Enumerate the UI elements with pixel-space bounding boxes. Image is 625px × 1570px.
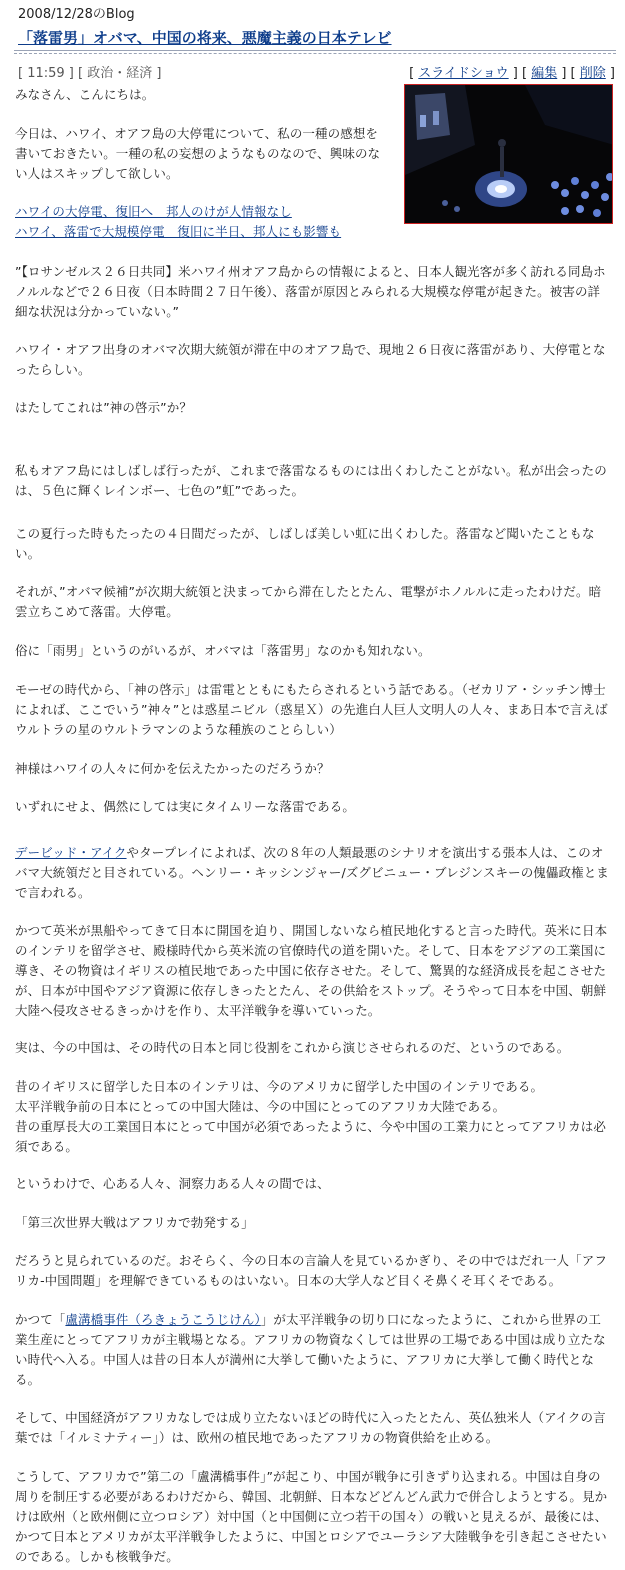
- body-paragraph-18: そして、中国経済がアフリカなしでは成り立たないほどの時代に入ったとたん、英仏独米人（アイクの言葉では「イルミナティー」）は、欧州の植民地であったアフリカの物資供給を止める。: [15, 1410, 606, 1445]
- body-paragraph-17-text: 」が太平洋戦争の切り口になったように、これから世界の工業生産にとってアフリカが主戦場となる。アフリカの物資なくしては世界の工場である中国は成り立たない時代へ入る。中国人は昔の日本人が満州に大挙して働いたように、アフリカに大挙して働く時代となる。: [15, 1312, 606, 1387]
- body-paragraph-4: この夏行った時もたったの４日間だったが、しばしば美しい虹に出くわした。落雷など聞いたこともない。: [15, 526, 595, 561]
- slideshow-link[interactable]: スライドショウ: [418, 66, 509, 81]
- comparison-line-2: 太平洋戦争前の日本にとっての中国大陸は、今の中国にとってのアフリカ大陸である。: [15, 1099, 506, 1114]
- body-paragraph-5: それが、”オバマ候補”が次期大統領と決まってから滞在したとたん、電撃がホノルルに走ったわけだ。暗雲立ちこめて落雷。大停電。: [15, 584, 602, 619]
- greeting: みなさん、こんにちは。: [15, 87, 155, 102]
- body-paragraph-19: こうして、アフリカで”第二の「盧溝橋事件」”が起こり、中国が戦争に引きずり込まれる。中国は自身の周りを制圧する必要があるわけだから、韓国、北朝鮮、日本などどんどん武力で併合しようとする。見かけは欧州（と欧州側に立つロシア）対中国（と中国側に立つ若干の国々）の戦いと見えるが、最後には、かつて日本とアメリカが太平洋戦争したように、中国とロシアでユーラシア大陸戦争を引き起こさせたいのである。しかも核戦争だ。: [15, 1469, 608, 1564]
- david-icke-link[interactable]: デービッド・アイク: [15, 845, 127, 860]
- body-paragraph-11: かつて英米が黒船やってきて日本に開国を迫り、開国しないなら植民地化すると言った時代。英米に日本のインテリを留学させ、殿様時代から英米流の官僚時代の道を開いた。そして、日本をアジアの工業国に導き、その物資はイギリスの植民地であった中国に依存させた。そして、驚異的な経済成長を起こさせたが、日本が中国やアジア資源に依存しきったとたん、その供給をストップ。そうやって日本を中国、朝鮮大陸へ侵攻させるきっかけを作り、太平洋戦争を導いていった。: [15, 923, 608, 1018]
- body-paragraph-16: だろうと見られているのだ。おそらく、今の日本の言論人を見ているかぎり、その中ではだれ一人「アフリカ-中国問題」を理解できているものはいない。日本の大学人など目くそ鼻くそ耳くそである。: [15, 1253, 607, 1288]
- body-paragraph-10: [15, 843, 610, 903]
- post-title[interactable]: 「落雷男」オバマ、中国の将来、悪魔主義の日本テレビ: [18, 29, 392, 47]
- news-quote: ”【ロサンゼルス２６日共同】米ハワイ州オアフ島からの情報によると、日本人観光客が多く訪れる同島ホノルルなどで２６日夜（日本時間２７日午後）、落雷が原因とみられる大規模な停電が起きた。被害の詳細な状況は分かっていない。”: [15, 264, 606, 319]
- post-photo[interactable]: [404, 84, 613, 224]
- body-paragraph-6: 俗に「雨男」というのがいるが、オバマは「落雷男」なのかも知れない。: [15, 643, 431, 658]
- blog-date-heading: 2008/12/28のBlog: [18, 7, 135, 22]
- body-paragraph-12: 実は、今の中国は、その時代の日本と同じ役割をこれから演じさせられるのだ、というのである。: [15, 1040, 570, 1055]
- comparison-line-3: 昔の重厚長大の工業国日本にとって中国が必須であったように、今や中国の工業力にとってアフリカは必須である。: [15, 1119, 606, 1154]
- body-paragraph-13: [15, 1077, 610, 1157]
- news-link-2[interactable]: ハワイ、落雷で大規模停電 復旧に半日、邦人にも影響も: [15, 224, 342, 239]
- body-paragraph-15: 「第三次世界大戦はアフリカで勃発する」: [15, 1215, 254, 1230]
- edit-link[interactable]: 編集: [531, 66, 558, 81]
- marco-polo-bridge-link[interactable]: 盧溝橋事件（ろきょうこうじけん）: [65, 1312, 261, 1327]
- body-paragraph-7: モーゼの時代から、「神の啓示」は雷電とともにもたらされるという話である。（ゼカリア・シッチン博士によれば、ここでいう”神々”とは惑星ニビル（惑星Ｘ）の先進白人巨人文明人の人々、まあ日本で言えばウルトラの星のウルトラマンのような種族のことらしい）: [15, 682, 608, 737]
- news-link-1[interactable]: ハワイの大停電、復旧へ 邦人のけが人情報なし: [15, 204, 292, 219]
- comparison-line-1: 昔のイギリスに留学した日本のインテリは、今のアメリカに留学した中国のインテリである。: [15, 1079, 544, 1094]
- title-divider-dashed: [14, 53, 616, 54]
- related-links: [15, 202, 390, 242]
- body-paragraph-8: 神様はハワイの人々に何かを伝えたかったのだろうか？: [15, 761, 330, 776]
- title-divider: [14, 50, 616, 51]
- body-paragraph-1: ハワイ・オアフ出身のオバマ次期大統領が滞在中のオアフ島で、現地２６日夜に落雷があり、大停電となったらしい。: [15, 342, 606, 377]
- body-paragraph-2: はたしてこれは”神の啓示”か？: [15, 400, 192, 415]
- body-paragraph-3: 私もオアフ島にはしばしば行ったが、これまで落雷なるものには出くわしたことがない。私が出会ったのは、５色に輝くレインボー、七色の”虹”であった。: [15, 463, 607, 498]
- intro-paragraph: 今日は、ハワイ、オアフ島の大停電について、私の一種の感想を書いておきたい。一種の私の妄想のようなものなので、興味のない人はスキップして欲しい。: [15, 126, 381, 181]
- body-paragraph-17-prefix: かつて「: [15, 1312, 66, 1327]
- night-lightning-photo-icon: [405, 85, 613, 224]
- post-meta: [ 11:59 ] [ 政治・経済 ]: [18, 66, 162, 81]
- body-paragraph-9: いずれにせよ、偶然にしては実にタイムリーな落雷である。: [15, 799, 355, 814]
- delete-link[interactable]: 削除: [579, 66, 606, 81]
- post-actions: [ スライドショウ ] [ 編集 ] [ 削除 ]: [409, 66, 615, 81]
- body-paragraph-17: [15, 1310, 610, 1390]
- body-paragraph-10-text: やタープレイによれば、次の８年の人類最悪のシナリオを演出する張本人は、このオバマ大統領だと目されている。ヘンリー・キッシンジャー/ズグビニュー・ブレジンスキーの傀儡政権とまで言われる。: [15, 845, 609, 900]
- body-paragraph-14: というわけで、心ある人々、洞察力ある人々の間では、: [15, 1176, 330, 1191]
